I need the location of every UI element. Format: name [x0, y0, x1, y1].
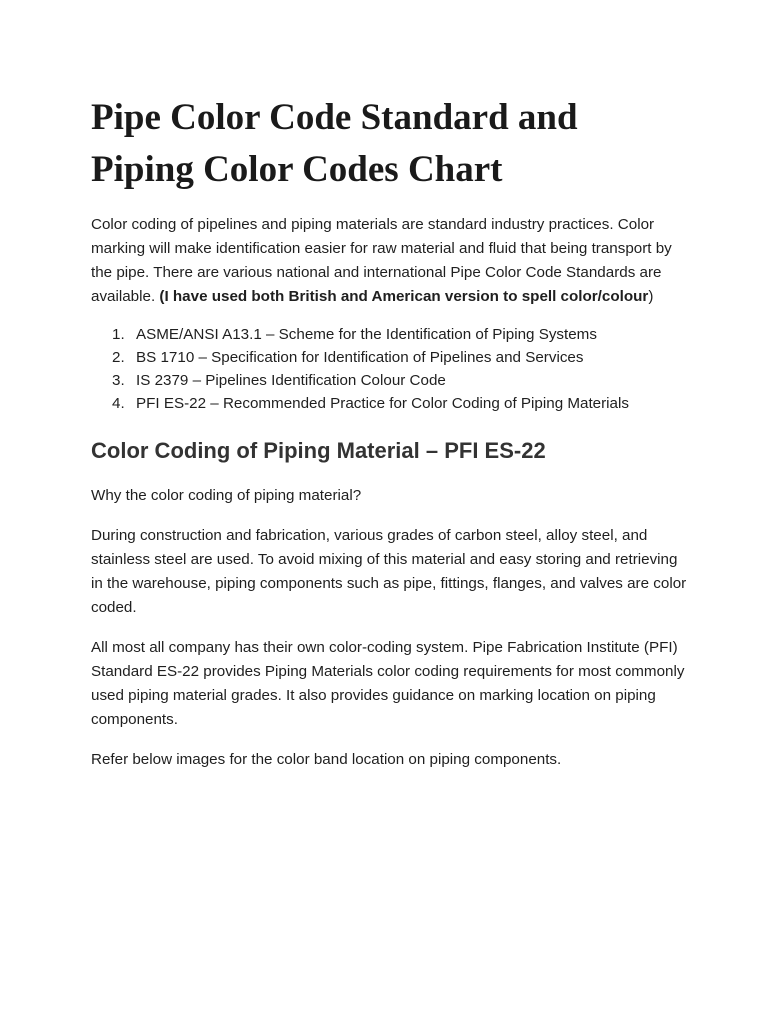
list-item-number: 3. — [112, 372, 125, 389]
list-item — [112, 323, 688, 346]
section-heading: Color Coding of Piping Material – PFI ES-22 — [91, 438, 546, 463]
construction-paragraph: During construction and fabrication, various grades of carbon steel, alloy steel, and stainless steel are used. To avoid mixing of this material and easy storing and retrieving in the warehouse, piping components such as pipe, fittings, flanges, and valves are color coded. — [91, 527, 687, 616]
intro-paragraph — [91, 213, 688, 309]
list-item — [112, 346, 688, 369]
list-item — [112, 392, 688, 415]
list-item-text: BS 1710 – Specification for Identification of Pipelines and Services — [136, 349, 584, 366]
pfi-standard-paragraph: All most all company has their own color-coding system. Pipe Fabrication Institute (PFI) Standard ES-22 provides Piping Materials color coding requirements for most commonly used piping material grades. It also provides guidance on marking location on piping components. — [91, 639, 685, 728]
intro-paren-close: ) — [648, 288, 654, 305]
standards-list — [91, 323, 688, 415]
list-item — [112, 369, 688, 392]
intro-bold-note: I have used both British and American version to spell color/colour — [164, 288, 649, 305]
refer-images-paragraph: Refer below images for the color band location on piping components. — [91, 751, 562, 768]
intro-text: Color coding of pipelines and piping materials are standard industry practices. Color marking will make identification easier for raw material and fluid that being transport by the pipe. There are various national and international Pipe Color Code Standards are available. — [91, 216, 672, 305]
page-title: Pipe Color Code Standard and Piping Color Codes Chart — [91, 97, 578, 190]
list-item-number: 2. — [112, 349, 125, 366]
intro-paren-open: ( — [159, 288, 165, 305]
question-paragraph: Why the color coding of piping material? — [91, 487, 362, 504]
list-item-number: 4. — [112, 395, 125, 412]
list-item-text: PFI ES-22 – Recommended Practice for Color Coding of Piping Materials — [136, 395, 629, 412]
list-item-text: IS 2379 – Pipelines Identification Colour Code — [136, 372, 446, 389]
list-item-text: ASME/ANSI A13.1 – Scheme for the Identification of Piping Systems — [136, 326, 597, 343]
list-item-number: 1. — [112, 326, 125, 343]
